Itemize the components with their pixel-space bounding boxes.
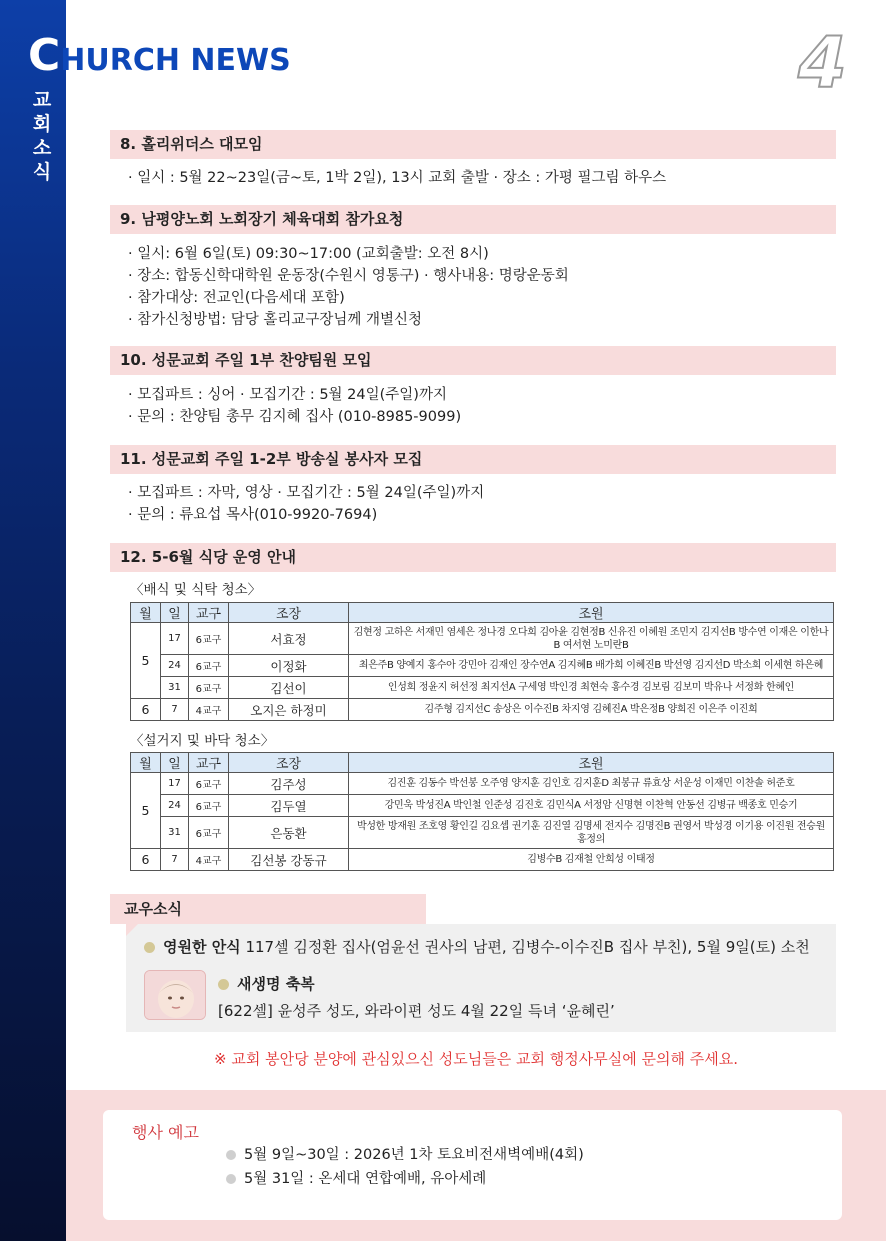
cell-day: 17 — [161, 623, 189, 655]
cell-day: 24 — [161, 795, 189, 817]
table-header-row — [131, 753, 834, 773]
sidebar-char: 교 — [32, 89, 52, 111]
col-month: 월 — [131, 753, 161, 773]
section-heading: 10. 성문교회 주일 1부 찬양팀원 모입 — [110, 346, 836, 375]
bullet-dot-icon — [226, 1150, 236, 1160]
section-heading: 11. 성문교회 주일 1-2부 방송실 봉사자 모집 — [110, 445, 836, 474]
bullet-dot-icon — [218, 979, 229, 990]
cell-gyogu: 6교구 — [189, 677, 229, 699]
cell-month: 5 — [131, 773, 161, 849]
col-gyogu: 교구 — [189, 603, 229, 623]
sidebar-char: 소 — [32, 137, 52, 159]
sidebar-char: 회 — [32, 113, 52, 135]
cell-members: 김병수B 김재철 안희성 이태정 — [349, 849, 834, 871]
news-box-corner — [126, 924, 138, 936]
section-heading: 9. 남평양노회 노회장기 체육대회 참가요청 — [110, 205, 836, 234]
cell-members: 강민욱 박성진A 박인철 인준성 김진호 김민식A 서정암 신명현 이찬혁 안동선 김병규 백종호 민승기 — [349, 795, 834, 817]
cell-month: 6 — [131, 849, 161, 871]
event-item-text: 5월 9일~30일 : 2026년 1차 토요비전새벽예배(4회) — [244, 1147, 584, 1163]
cell-leader: 김두열 — [229, 795, 349, 817]
cell-month: 5 — [131, 623, 161, 699]
cell-day: 7 — [161, 849, 189, 871]
birth-text: [622셀] 윤성주 성도, 와라이편 성도 4월 22일 득녀 ‘윤혜린’ — [218, 1002, 615, 1020]
condolence-line — [144, 936, 810, 957]
cell-day: 17 — [161, 773, 189, 795]
section-line: · 문의 : 류요섭 목사(010-9920-7694) — [128, 507, 378, 523]
cell-members: 인성희 정윤지 허선정 최지선A 구세영 박인경 최현숙 홍수경 김보림 김보미 박유나 서정화 한혜인 — [349, 677, 834, 699]
cell-leader: 김주성 — [229, 773, 349, 795]
cell-leader: 오지은 하정미 — [229, 699, 349, 721]
baby-face-icon — [145, 971, 206, 1020]
section-line: · 참가대상: 전교인(다음세대 포함) — [128, 290, 345, 306]
col-gyogu: 교구 — [189, 753, 229, 773]
event-item — [226, 1167, 486, 1188]
event-item — [226, 1143, 584, 1164]
section-line: · 모집파트 : 자막, 영상 · 모집기간 : 5월 24일(주일)까지 — [128, 485, 485, 501]
baby-photo — [144, 970, 206, 1020]
section-heading: 8. 홀리위더스 대모임 — [110, 130, 836, 159]
bullet-dot-icon — [144, 942, 155, 953]
table-row — [131, 773, 834, 795]
table-row — [131, 795, 834, 817]
table-row — [131, 817, 834, 849]
cell-gyogu: 6교구 — [189, 795, 229, 817]
cell-leader: 김선이 — [229, 677, 349, 699]
cell-day: 7 — [161, 699, 189, 721]
col-members: 조원 — [349, 753, 834, 773]
col-members: 조원 — [349, 603, 834, 623]
col-leader: 조장 — [229, 603, 349, 623]
col-month: 월 — [131, 603, 161, 623]
cell-members: 박성한 방재원 조호영 황인길 김요셉 권기훈 김진열 김명세 전지수 김명진B 권영서 박성경 이기용 이진원 전승원 홍정의 — [349, 817, 834, 849]
table-row — [131, 677, 834, 699]
cell-leader: 은동환 — [229, 817, 349, 849]
serving-table-title: 〈배식 및 식탁 청소〉 — [130, 582, 262, 598]
section-line: · 일시 : 5월 22~23일(금~토, 1박 2일), 13시 교회 출발 · 장소 : 가평 필그림 하우스 — [128, 170, 667, 186]
sidebar-char: 식 — [32, 161, 52, 183]
serving-table — [130, 602, 834, 721]
events-card — [103, 1110, 842, 1220]
title-initial: C — [28, 30, 61, 81]
bullet-dot-icon — [226, 1174, 236, 1184]
title-rest: HURCH NEWS — [60, 43, 291, 78]
col-leader: 조장 — [229, 753, 349, 773]
cell-members: 최은주B 양예지 홍수아 강민아 김재인 장수연A 김지혜B 배가희 이혜진B 박선영 김지선D 박소희 이세현 하은혜 — [349, 655, 834, 677]
dish-table — [130, 752, 834, 871]
dish-table-title: 〈설거지 및 바닥 청소〉 — [130, 733, 275, 749]
cell-gyogu: 6교구 — [189, 623, 229, 655]
col-day: 일 — [161, 603, 189, 623]
section-line: · 장소: 합동신학대학원 운동장(수원시 영통구) · 행사내용: 명랑운동회 — [128, 268, 569, 284]
cell-gyogu: 4교구 — [189, 849, 229, 871]
section-line: · 문의 : 찬양팀 총무 김지혜 집사 (010-8985-9099) — [128, 409, 462, 425]
cell-leader: 이정화 — [229, 655, 349, 677]
table-row — [131, 849, 834, 871]
columbarium-notice: ※ 교회 봉안당 분양에 관심있으신 성도님들은 교회 행정사무실에 문의해 주세요. — [214, 1050, 738, 1068]
cell-gyogu: 6교구 — [189, 817, 229, 849]
condolence-text: 117셀 김정환 집사(엄윤선 권사의 남편, 김병수-이수진B 집사 부친), 5월 9일(토) 소천 — [240, 938, 810, 956]
cell-month: 6 — [131, 699, 161, 721]
section-heading: 12. 5-6월 식당 운영 안내 — [110, 543, 836, 572]
table-row — [131, 623, 834, 655]
section-line: · 모집파트 : 싱어 · 모집기간 : 5월 24일(주일)까지 — [128, 387, 447, 403]
cell-leader: 서효정 — [229, 623, 349, 655]
event-item-text: 5월 31일 : 온세대 연합예배, 유아세례 — [244, 1171, 487, 1187]
cell-gyogu: 6교구 — [189, 773, 229, 795]
cell-members: 김현정 고하은 서재민 염세은 정나경 오다희 김아윤 김현정B 신유진 이혜원 조민지 김지선B 방수연 이재은 이한나B 여서현 노미란B — [349, 623, 834, 655]
cell-members: 김주형 김지선C 송상은 이수진B 차지영 김혜진A 박은정B 양희진 이은주 이진희 — [349, 699, 834, 721]
col-day: 일 — [161, 753, 189, 773]
page-number: 4 — [798, 22, 847, 104]
cell-day: 24 — [161, 655, 189, 677]
members-news-tab: 교우소식 — [110, 894, 426, 924]
table-row — [131, 699, 834, 721]
events-title: 행사 예고 — [132, 1123, 199, 1142]
condolence-label: 영원한 안식 — [163, 938, 241, 956]
sidebar-label — [30, 88, 54, 184]
cell-day: 31 — [161, 677, 189, 699]
birth-heading — [218, 973, 315, 994]
cell-gyogu: 4교구 — [189, 699, 229, 721]
table-header-row — [131, 603, 834, 623]
page-title — [28, 30, 291, 81]
birth-label: 새생명 축복 — [237, 975, 315, 993]
cell-day: 31 — [161, 817, 189, 849]
cell-gyogu: 6교구 — [189, 655, 229, 677]
section-line: · 참가신청방법: 담당 홀리교구장님께 개별신청 — [128, 312, 423, 328]
sidebar-band — [0, 0, 66, 1241]
table-row — [131, 655, 834, 677]
cell-leader: 김선봉 강동규 — [229, 849, 349, 871]
section-line: · 일시: 6월 6일(토) 09:30~17:00 (교회출발: 오전 8시) — [128, 246, 489, 262]
cell-members: 김진훈 김동수 박선봉 오주영 양지훈 김인호 김지훈D 최봉규 류효상 서운성 이재민 이찬솔 허준호 — [349, 773, 834, 795]
